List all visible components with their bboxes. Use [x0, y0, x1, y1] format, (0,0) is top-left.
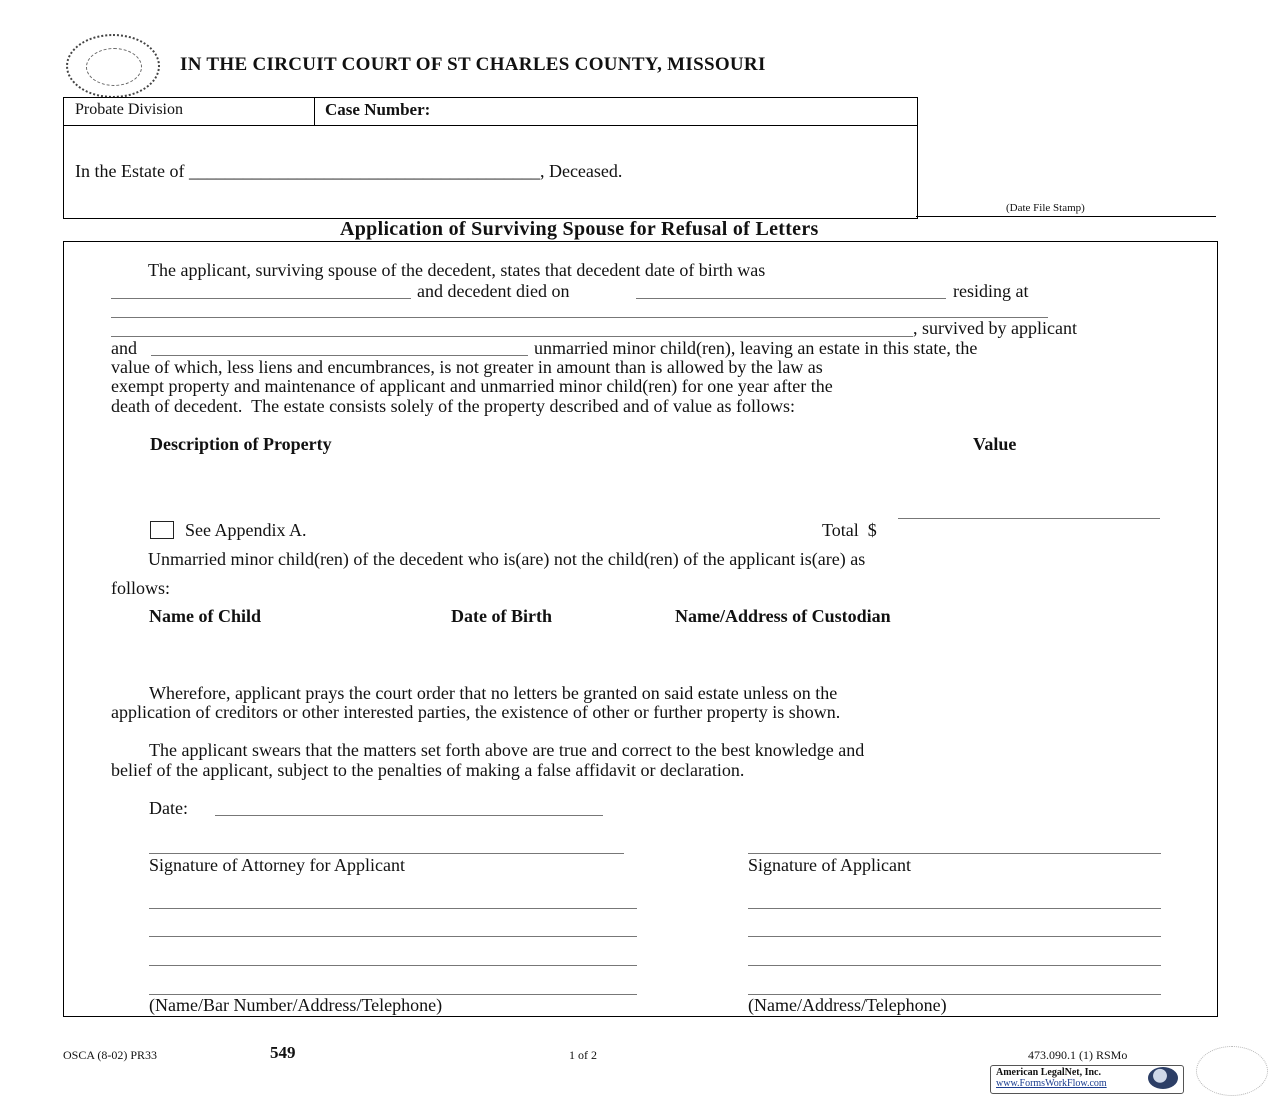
date-field[interactable]	[215, 815, 603, 816]
probate-division-label: Probate Division	[75, 101, 183, 118]
attorney-signature-line[interactable]	[149, 853, 624, 854]
children-count-field[interactable]	[151, 355, 528, 356]
see-appendix-label: See Appendix A.	[185, 520, 307, 540]
col-custodian: Name/Address of Custodian	[675, 606, 891, 626]
attorney-info-line-1[interactable]	[149, 908, 637, 909]
total-value-field[interactable]	[898, 518, 1160, 519]
date-label: Date:	[149, 798, 188, 818]
caption-box	[63, 97, 918, 219]
para1-line1: The applicant, surviving spouse of the decedent, states that decedent date of birth was	[148, 260, 766, 280]
para1-residing-at: residing at	[953, 281, 1029, 301]
para1-line7: exempt property and maintenance of applicant and unmarried minor child(ren) for one year after the	[111, 376, 833, 396]
para1-unmarried: unmarried minor child(ren), leaving an estate in this state, the	[534, 338, 978, 358]
swears-line2: belief of the applicant, subject to the penalties of making a false affidavit or declaration.	[111, 760, 745, 780]
form-number: 549	[270, 1043, 296, 1062]
applicant-signature-label: Signature of Applicant	[748, 855, 911, 875]
residence-field-2[interactable]	[111, 336, 913, 337]
children-line1: Unmarried minor child(ren) of the decedent who is(are) not the child(ren) of the applicant is(are) as	[148, 549, 866, 569]
wherefore-line1: Wherefore, applicant prays the court order that no letters be granted on said estate unless on the	[149, 683, 838, 703]
applicant-info-line-3[interactable]	[748, 965, 1161, 966]
residence-field-1[interactable]	[111, 317, 1048, 318]
children-line2: follows:	[111, 578, 171, 598]
date-of-birth-field[interactable]	[111, 298, 411, 299]
applicant-info-line-2[interactable]	[748, 936, 1161, 937]
swears-line1: The applicant swears that the matters set forth above are true and correct to the best knowledge and	[149, 740, 865, 760]
col-name-of-child: Name of Child	[149, 606, 261, 626]
date-file-stamp-label: (Date File Stamp)	[1006, 202, 1085, 214]
applicant-info-line-1[interactable]	[748, 908, 1161, 909]
case-number-label[interactable]: Case Number:	[325, 100, 431, 119]
vendor-url-link[interactable]: www.FormsWorkFlow.com	[996, 1078, 1107, 1089]
see-appendix-checkbox[interactable]	[150, 521, 174, 539]
page-indicator: 1 of 2	[569, 1048, 597, 1062]
caption-top-row	[64, 98, 917, 126]
form-code: OSCA (8-02) PR33	[63, 1048, 158, 1062]
wherefore-line2: application of creditors or other interested parties, the existence of other or further property is shown.	[111, 702, 841, 722]
applicant-info-label: (Name/Address/Telephone)	[748, 995, 947, 1015]
para1-and: and	[111, 338, 137, 358]
statute-reference: 473.090.1 (1) RSMo	[1028, 1048, 1128, 1062]
vendor-logo-icon	[1148, 1067, 1178, 1089]
footer-seal-icon	[1196, 1046, 1268, 1096]
property-description-header: Description of Property	[150, 434, 332, 454]
para1-line8: death of decedent. The estate consists solely of the property described and of value as follows:	[111, 396, 795, 416]
attorney-info-line-2[interactable]	[149, 936, 637, 937]
court-seal-icon	[66, 34, 160, 98]
date-of-death-field[interactable]	[636, 298, 946, 299]
col-date-of-birth: Date of Birth	[451, 606, 552, 626]
date-file-stamp-line	[916, 216, 1216, 217]
estate-line[interactable]: In the Estate of _______________________________________, Deceased.	[75, 161, 623, 181]
para1-died-on: and decedent died on	[417, 281, 570, 301]
attorney-info-label: (Name/Bar Number/Address/Telephone)	[149, 995, 443, 1015]
para1-line6: value of which, less liens and encumbrances, is not greater in amount than is allowed by the law as	[111, 357, 823, 377]
total-label: Total $	[822, 520, 877, 540]
attorney-info-line-3[interactable]	[149, 965, 637, 966]
applicant-signature-line[interactable]	[748, 853, 1161, 854]
para1-survived-by: , survived by applicant	[913, 318, 1077, 338]
vendor-name: American LegalNet, Inc.	[996, 1067, 1101, 1078]
attorney-signature-label: Signature of Attorney for Applicant	[149, 855, 405, 875]
form-title: Application of Surviving Spouse for Refusal of Letters	[340, 218, 819, 240]
property-value-header: Value	[973, 434, 1017, 454]
court-title: IN THE CIRCUIT COURT OF ST CHARLES COUNTY, MISSOURI	[180, 54, 766, 75]
caption-divider	[314, 98, 315, 125]
